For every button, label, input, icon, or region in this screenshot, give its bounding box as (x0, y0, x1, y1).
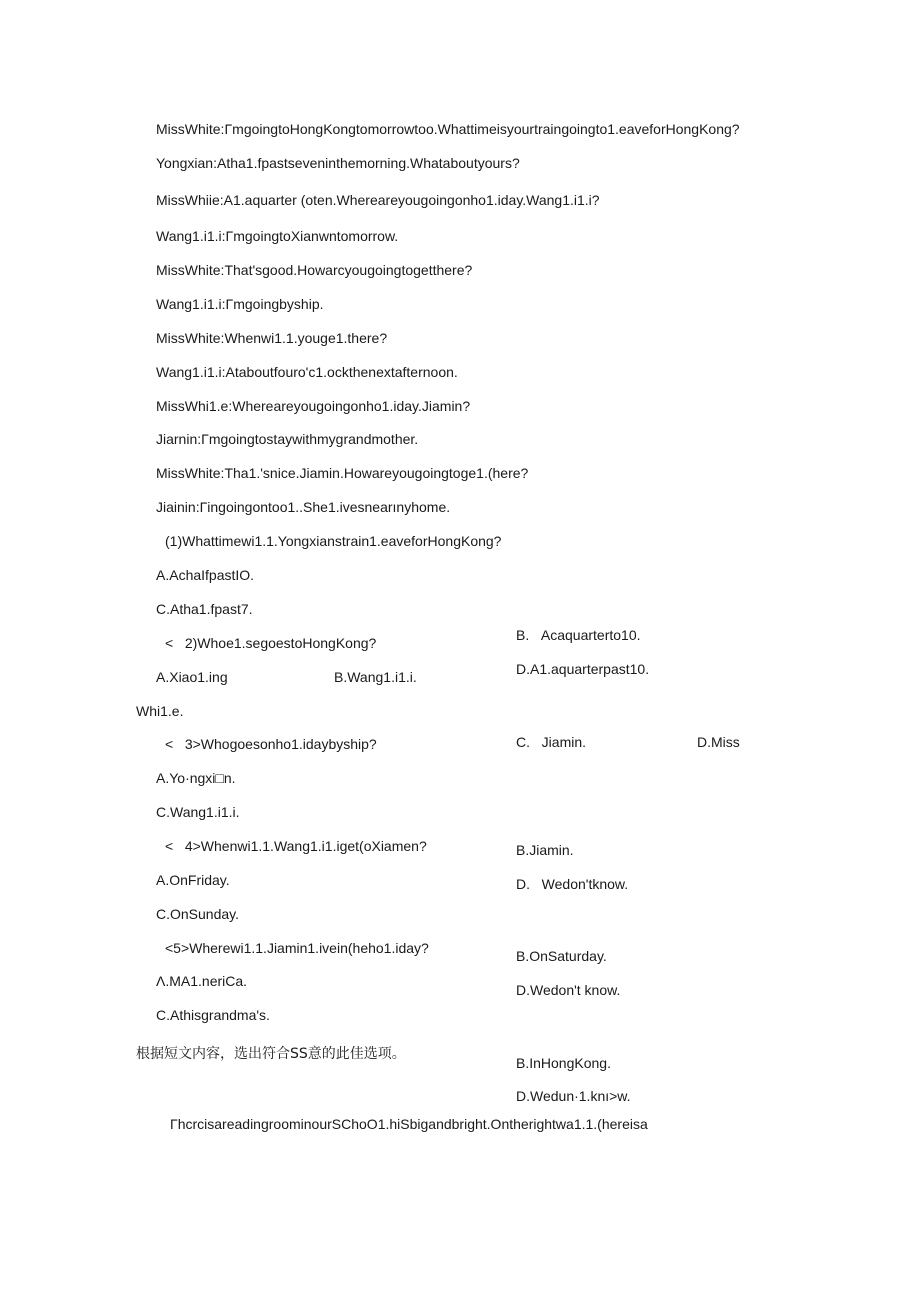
question-4-stem: < 4>Whenwi1.1.Wang1.i1.iget(oXiamen? (165, 838, 427, 854)
question-3-stem: < 3>Whogoesonho1.idaybyship? (165, 736, 377, 752)
question-4-option-b: B.OnSaturday. (516, 948, 607, 964)
question-3-option-b: B.Jiamin. (516, 842, 574, 858)
dialogue-line-2: Yongxian:Atha1.fpastseveninthemorning.Whataboutyours? (156, 155, 520, 171)
question-5-option-c: C.Athisgrandma's. (156, 1007, 270, 1023)
question-4-option-d: D.Wedon't know. (516, 982, 621, 998)
dialogue-line-7: MissWhite:Whenwi1.1.youge1.there? (156, 330, 388, 346)
dialogue-line-4: Wang1.i1.i:ΓmgoingtoXianwntomorrow. (156, 228, 399, 244)
question-1-option-a: A.AchaIfpastIO. (156, 567, 255, 583)
dialogue-line-1: MissWhite:ΓmgoingtoHongKongtomorrowtoo.Whattimeisyourtraingoingto1.eaveforHongKong? (156, 121, 740, 137)
dialogue-line-12: Jiainin:Γingoingontoo1..She1.ivesnearınyhome. (156, 499, 451, 515)
question-2-option-d: D.Miss (697, 734, 740, 750)
dialogue-line-9: MissWhi1.e:Whereareyougoingonho1.iday.Jiamin? (156, 398, 471, 414)
question-4-option-c: C.OnSunday. (156, 906, 240, 922)
dialogue-line-6: Wang1.i1.i:Γmgoingbyship. (156, 296, 324, 312)
question-2-option-b: B.Wang1.i1.i. (334, 669, 417, 685)
question-5-option-b: B.InHongKong. (516, 1055, 611, 1071)
question-1-option-b: B. Acaquarterto10. (516, 627, 641, 643)
question-2-stem: < 2)Whoe1.segoestoHongKong? (165, 635, 377, 651)
section-instruction: 根据短文内容，选出符合SS意的此佳选项。 (136, 1046, 406, 1062)
question-2-option-d-continued: Whi1.e. (136, 703, 184, 719)
dialogue-line-3: MissWhiie:A1.aquarter (oten.Whereareyougoingonho1.iday.Wang1.i1.i? (156, 192, 600, 208)
question-1-option-d: D.A1.aquarterpast10. (516, 661, 650, 677)
question-3-option-d: D. Wedon'tknow. (516, 876, 629, 892)
question-5-stem: <5>Wherewi1.1.Jiamin1.ivein(heho1.iday? (165, 940, 429, 956)
dialogue-line-5: MissWhite:That'sgood.Howarcyougoingtogetthere? (156, 262, 473, 278)
question-2-option-a: A.Xiao1.ing (156, 669, 228, 685)
dialogue-line-11: MissWhite:Tha1.'snice.Jiamin.Howareyougoingtoge1.(here? (156, 465, 529, 481)
next-passage-line: ΓhcrcisareadingroominourSChoO1.hiSbigandbright.Ontherightwa1.1.(hereisa (170, 1116, 648, 1132)
question-1-stem: (1)Whattimewi1.1.Yongxianstrain1.eaveforHongKong? (165, 533, 502, 549)
question-5-option-a: Λ.MA1.neriCa. (156, 973, 248, 989)
question-5-option-d: D.Wedun·1.knı>w. (516, 1088, 631, 1104)
question-3-option-c: C.Wang1.i1.i. (156, 804, 240, 820)
question-1-option-c: C.Atha1.fpast7. (156, 601, 253, 617)
question-3-option-a: A.Yo·ngxi□n. (156, 770, 236, 786)
dialogue-line-10: Jiarnin:Γmgoingtostaywithmygrandmother. (156, 431, 419, 447)
question-4-option-a: A.OnFriday. (156, 872, 230, 888)
question-2-option-c: C. Jiamin. (516, 734, 587, 750)
dialogue-line-8: Wang1.i1.i:Ataboutfouro'c1.ockthenextafternoon. (156, 364, 458, 380)
